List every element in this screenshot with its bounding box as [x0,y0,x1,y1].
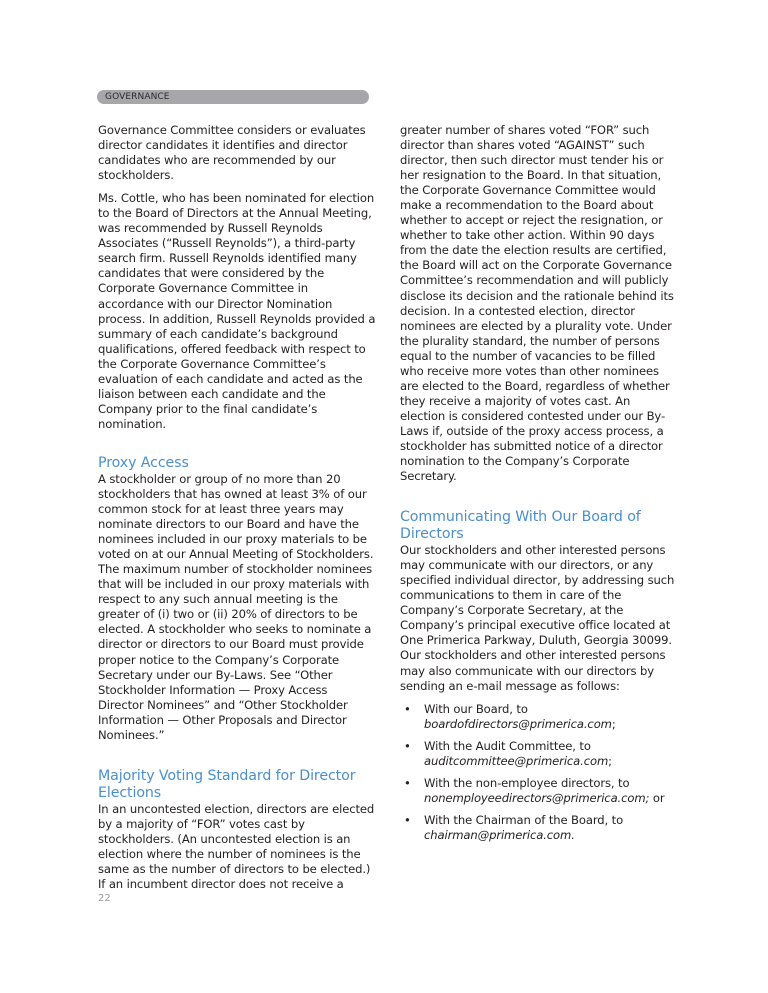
communicating-body: Our stockholders and other interested persons may communicate with our directors, or any specified individual director, by addressing such communications to them in care of the Company’s Corporate Secretary, at the Company’s principal executive office located at One Primerica Parkway, Duluth, Georgia 30099. Our stockholders and other interested persons may also communicate with our directors by sending an e-mail message as follows: [400,543,675,693]
bullet-icon: • [404,775,411,790]
cottle-paragraph: Ms. Cottle, who has been nominated for election to the Board of Directors at the Annual Meeting, was recommended by Russell Reynolds Associates (“Russell Reynolds”), a third-party search firm. Russell Reynolds identified many candidates that were considered by the Corporate Governance Committee in accordance with our Director Nomination process. In addition, Russell Reynolds provided a summary of each candidate’s background qualifications, offered feedback with respect to the Corporate Governance Committee’s evaluation of each candidate and acted as the liaison between each candidate and the Company prior to the final candidate’s nomination. [98,191,376,431]
page-number: 22 [98,893,111,904]
communicating-heading: Communicating With Our Board of Directors [400,509,641,543]
bullet-icon: • [404,812,411,827]
bullet-icon: • [404,701,411,716]
left-column [98,123,376,900]
contact-label: With the non-employee directors, to [424,775,630,790]
contact-item-audit-committee [400,739,678,769]
proxy-access-body: A stockholder or group of no more than 20 stockholders that has owned at least 3% of our common stock for at least three years may nominate directors to our Board and have the nominees included in our proxy materials to be voted on at our Annual Meeting of Stockholders. The maximum number of stockholder nominees that will be included in our proxy materials with respect to any such annual meeting is the greater of (i) two or (ii) 20% of directors to be elected. A stockholder who seeks to nominate a director or directors to our Board must provide proper notice to the Company’s Corporate Secretary under our By-Laws. See “Other Stockholder Information — Proxy Access Director Nominees” and “Other Stockholder Information — Other Proposals and Director Nominees.” [98,471,374,742]
contact-item-board [400,702,678,732]
intro-paragraph: Governance Committee considers or evaluates director candidates it identifies and director candidates who are recommended by our stockholders. [98,123,366,183]
section-header-bar [97,90,369,104]
majority-voting-heading: Majority Voting Standard for Director Elections [98,767,356,801]
contact-email-link[interactable]: chairman@primerica.com. [424,827,575,842]
contact-label: With our Board, to [424,701,528,716]
contact-list [400,702,678,843]
contact-item-chairman [400,813,678,843]
contact-suffix: or [649,790,665,805]
contact-suffix: ; [608,753,612,768]
contact-label: With the Audit Committee, to [424,738,591,753]
majority-voting-body: In an uncontested election, directors are elected by a majority of “FOR” votes cast by stockholders. (An uncontested election is an election where the number of nominees is the same as the number of directors to be elected.) If an incumbent director does not receive a [98,801,375,892]
contact-email-link[interactable]: boardofdirectors@primerica.com [424,716,612,731]
contact-suffix: ; [611,716,616,731]
contact-email-link[interactable]: nonemployeedirectors@primerica.com; [424,790,650,805]
right-column [400,123,678,850]
contact-email-link[interactable]: auditcommittee@primerica.com [424,753,609,768]
bullet-icon: • [404,738,411,753]
proxy-access-heading: Proxy Access [98,454,189,471]
contact-item-non-employee-directors [400,776,678,806]
contact-label: With the Chairman of the Board, to [424,812,624,827]
majority-voting-continued: greater number of shares voted “FOR” such director than shares voted “AGAINST” such director, then such director must tender his or her resignation to the Board. In that situation, the Corporate Governance Committee would make a recommendation to the Board about whether to accept or reject the resignation, or whether to take other action. Within 90 days from the date the election results are certified, the Board will act on the Corporate Governance Committee’s recommendation and will publicly disclose its decision and the rationale behind its decision. In a contested election, director nominees are elected by a plurality vote. Under the plurality standard, the number of persons equal to the number of vacancies to be filled who receive more votes than other nominees are elected to the Board, regardless of whether they receive a majority of votes cast. An election is considered contested under our By-Laws if, outside of the proxy access process, a stockholder has submitted notice of a director nomination to the Company’s Corporate Secretary. [400,123,674,484]
section-label: GOVERNANCE [105,92,170,102]
